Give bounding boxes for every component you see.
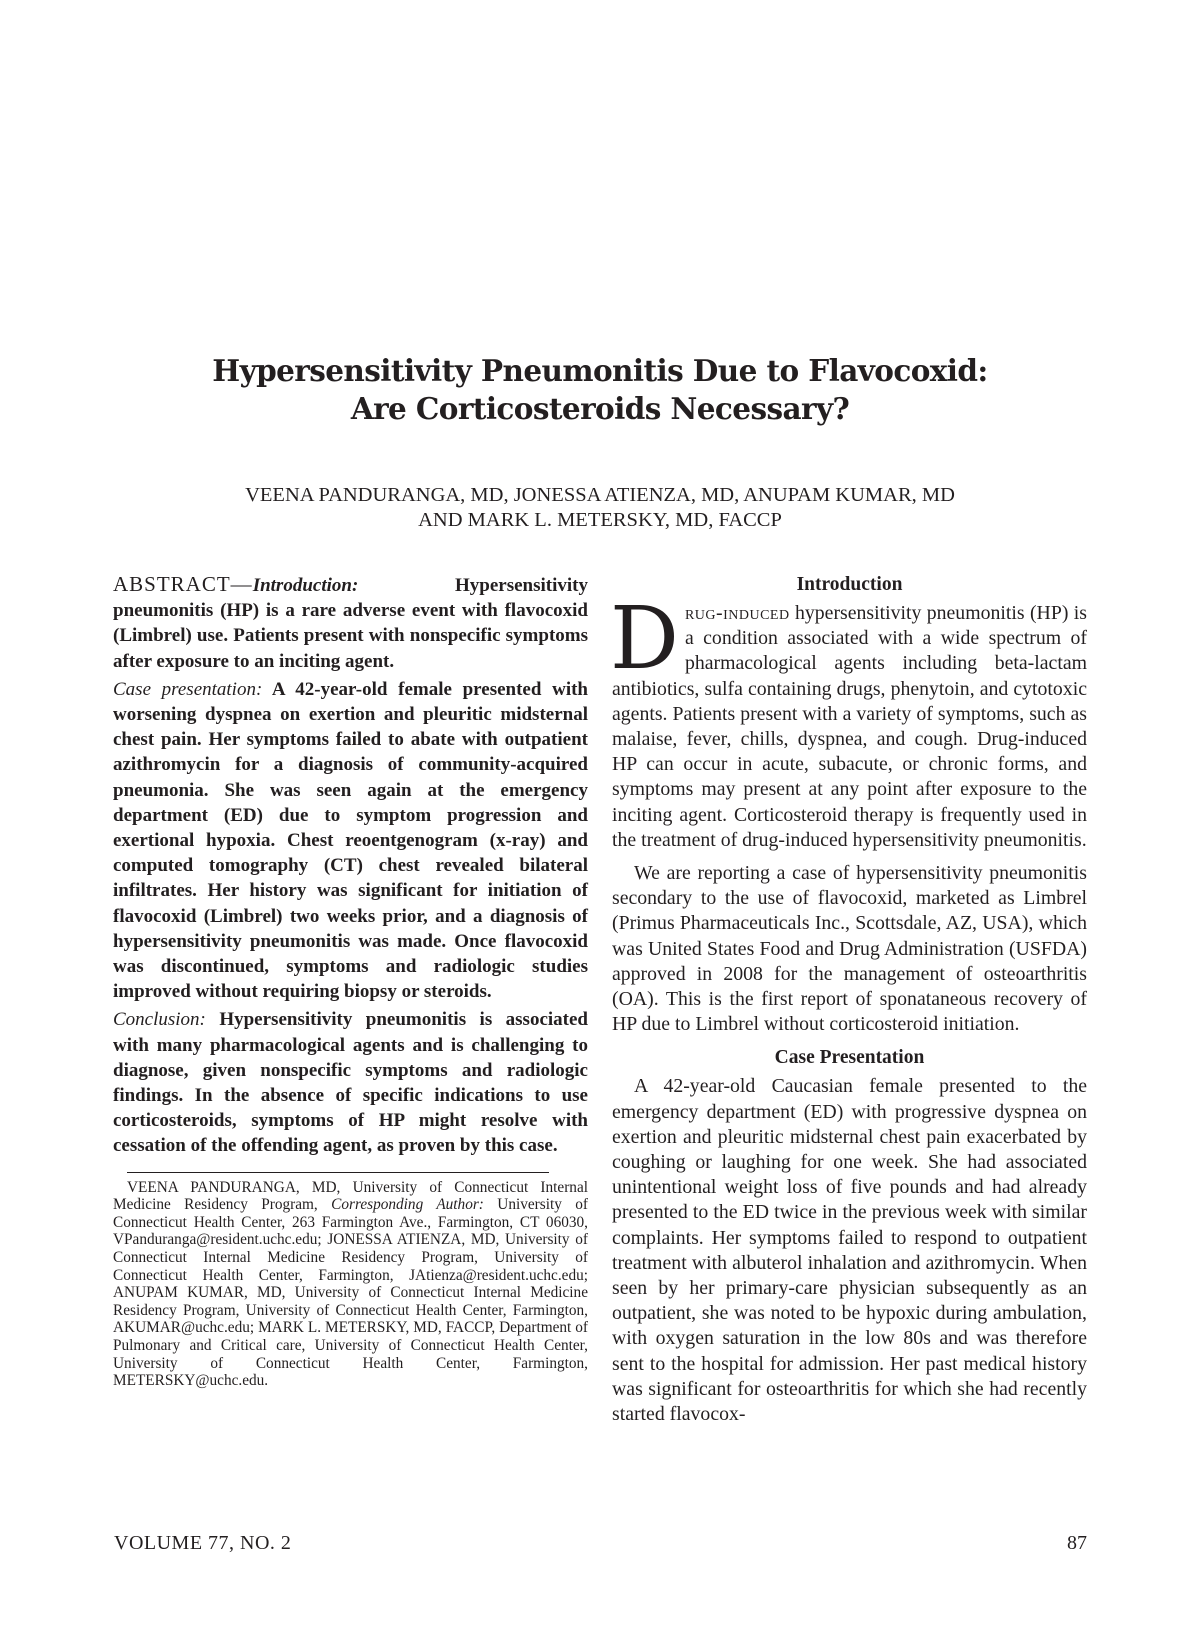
footnote-part-1: VEENA PANDURANGA, MD, University of Connecticut Internal Medicine Residency Program, [113, 1178, 588, 1214]
case-presentation-paragraph-1: A 42-year-old Caucasian female presented to the emergency department (ED) with progressive dyspnea on exertion and pleuritic midsternal chest pain exacerbated by coughing or laughing for one week. She had associated unintentional weight loss of five pounds and had already presented to the ED twice in the previous week with similar complaints. Her symptoms failed to respond to outpatient treatment with albuterol inhalation and azithromycin. When seen by her primary-care physician subsequently as an outpatient, she was noted to be hypoxic during ambulation, with oxygen saturation in the low 80s and was therefore sent to the hospital for admission. Her past medical history was significant for osteoarthritis for which she had recently started flavocox- [612, 1075, 1087, 1426]
introduction-heading: Introduction [796, 574, 903, 595]
abstract-intro-label: Introduction: [252, 575, 359, 596]
abstract-conclusion [113, 1007, 588, 1158]
article-title [100, 352, 1100, 428]
case-presentation-heading: Case Presentation [774, 1047, 925, 1069]
volume-footer: VOLUME 77, NO. 2 [114, 1532, 292, 1554]
footnote-corresponding-label: Corresponding Author: [331, 1196, 484, 1214]
left-column [113, 572, 588, 1390]
abstract [113, 572, 588, 1159]
title-line-1: Hypersensitivity Pneumonitis Due to Flavocoxid: [212, 353, 988, 388]
abstract-case-text: A 42-year-old female presented with worsening dyspnea on exertion and pleuritic midsternal chest pain. Her symptoms failed to abate with outpatient azithromycin for a diagnosis of community-acquired pneumonia. She was seen again at the emergency department (ED) due to symptom progression and exertional hypoxia. Chest reoentgenogram (x-ray) and computed tomography (CT) chest revealed bilateral infiltrates. Her history was significant for initiation of flavocoxid (Limbrel) two weeks prior, and a diagnosis of hypersensitivity pneumonitis was made. Once flavocoxid was discontinued, symptoms and radiologic studies improved without requiring biopsy or steroids. [113, 678, 588, 1003]
abstract-conclusion-label: Conclusion: [113, 1009, 206, 1031]
abstract-case-label: Case presentation: [113, 678, 263, 700]
title-line-2: Are Corticosteroids Necessary? [350, 391, 850, 426]
footnote-part-2: University of Connecticut Health Center, 263 Farmington Ave., Farmington, CT 06030, VPanduranga@resident.uchc.edu; JONESSA ATIENZA, MD, University of Connecticut Internal Medicine Residency Program, University of Connecticut Health Center, Farmington, JAtienza@resident.uchc.edu; ANUPAM KUMAR, MD, University of Connecticut Internal Medicine Residency Program, University of Connecticut Health Center, Farmington, AKUMAR@uchc.edu; MARK L. METERSKY, MD, FACCP, Department of Pulmonary and Critical care, University of Connecticut Health Center, University of Connecticut Health Center, Farmington, METERSKY@uchc.edu. [113, 1196, 588, 1390]
authors-line-1: VEENA PANDURANGA, MD, JONESSA ATIENZA, MD, ANUPAM KUMAR, MD [245, 484, 955, 506]
abstract-case [113, 677, 588, 1005]
drop-cap: D [610, 589, 679, 689]
intro-smallcaps: rug-induced [684, 602, 790, 624]
abstract-introduction [113, 572, 588, 674]
intro-p1-text: hypersensitivity pneumonitis (HP) is a condition associated with a wide spectrum of pharmacological agents including beta-lactam antibiotics, sulfa containing drugs, phenytoin, and cytotoxic agents. Patients present with a variety of symptoms, such as malaise, fever, chills, dyspnea, and cough. Drug-induced HP can occur in acute, subacute, or chronic forms, and symptoms may present at any point after exposure to the inciting agent. Corticosteroid therapy is frequently used in the treatment of drug-induced hypersensitivity pneumonitis. [612, 602, 1087, 851]
abstract-intro-text: Hypersensitivity pneumonitis (HP) is a rare adverse event with flavocoxid (Limbrel) use. Patients present with nonspecific symptoms after exposure to an inciting agent. [113, 575, 588, 672]
authors-line-2: AND MARK L. METERSKY, MD, FACCP [418, 509, 782, 531]
right-column [612, 572, 1087, 1427]
footnote-divider [127, 1172, 549, 1173]
author-list [120, 483, 1080, 533]
introduction-paragraph-1 [610, 589, 1087, 853]
abstract-conclusion-text: Hypersensitivity pneumonitis is associated with many pharmacological agents and is challenging to diagnose, given nonspecific symptoms and radiologic findings. In the absence of specific indications to use corticosteroids, symptoms of HP might resolve with cessation of the offending agent, as proven by this case. [113, 1009, 588, 1157]
introduction-paragraph-2: We are reporting a case of hypersensitivity pneumonitis secondary to the use of flavocoxid, marketed as Limbrel (Primus Pharmaceuticals Inc., Scottsdale, AZ, USA), which was United States Food and Drug Administration (USFDA) approved in 2008 for the management of osteoarthritis (OA). This is the first report of sponataneous recovery of HP due to Limbrel without corticosteroid initiation. [612, 862, 1087, 1036]
author-affiliations-footnote [113, 1179, 588, 1390]
page-number: 87 [1067, 1532, 1087, 1554]
abstract-heading: ABSTRACT— [113, 572, 253, 596]
